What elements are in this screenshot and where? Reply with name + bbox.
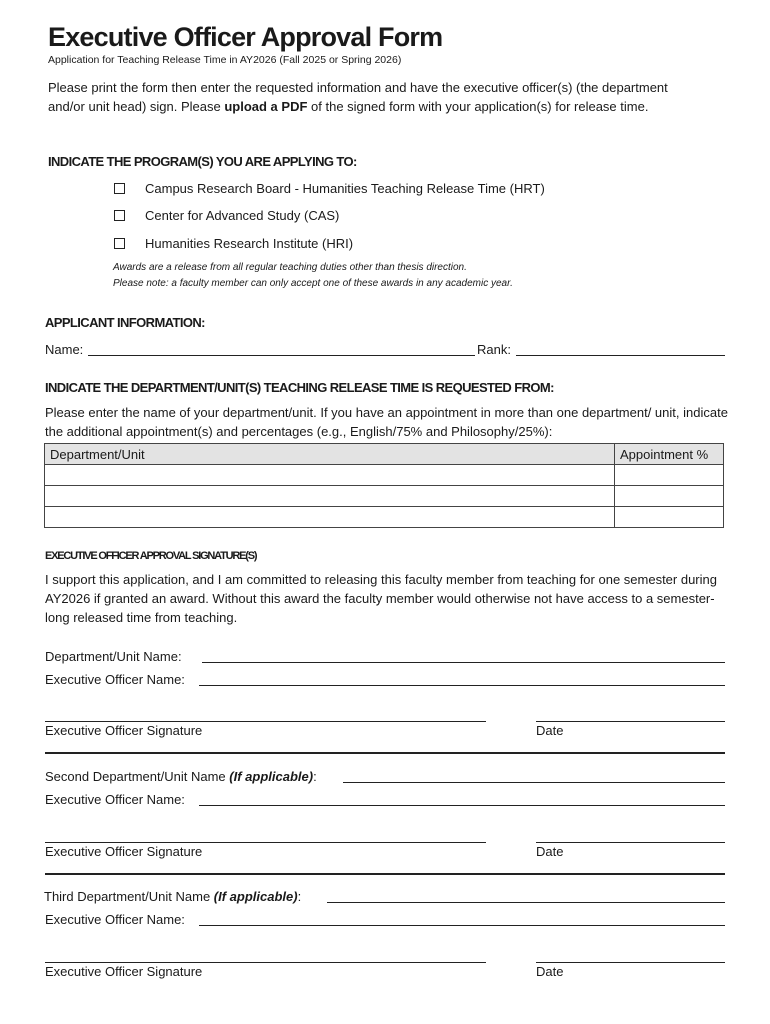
one-award-note: Please note: a faculty member can only accept one of these awards in any academic year. bbox=[113, 278, 513, 289]
form-title: Executive Officer Approval Form bbox=[48, 22, 443, 52]
date1-label: Date bbox=[536, 723, 564, 738]
program-label-hrt: Campus Research Board - Humanities Teaching Release Time (HRT) bbox=[145, 181, 545, 196]
dept2-if-applicable: (If applicable) bbox=[229, 769, 314, 784]
signature3-label: Executive Officer Signature bbox=[45, 964, 203, 979]
officer1-label: Executive Officer Name: bbox=[45, 672, 185, 687]
programs-heading: INDICATE THE PROGRAM(S) YOU ARE APPLYING TO: bbox=[48, 154, 357, 169]
department-instructions: Please enter the name of your department/unit. If you have an appointment in more than one department/ unit, indicate the additional appointment(s) and percentages (e.g., English/75% and Philosophy/25%): bbox=[45, 405, 728, 439]
program-label-hri: Humanities Research Institute (HRI) bbox=[145, 236, 354, 251]
dept2-label bbox=[45, 769, 317, 784]
dept3-label bbox=[44, 889, 301, 904]
dept3-label-text: Third Department/Unit Name bbox=[44, 889, 214, 904]
officer3-label: Executive Officer Name: bbox=[45, 912, 185, 927]
signature2-field[interactable] bbox=[45, 842, 486, 843]
dept2-field[interactable] bbox=[343, 782, 725, 783]
signature3-field[interactable] bbox=[45, 962, 486, 963]
appointment-cell[interactable] bbox=[615, 507, 724, 528]
date3-field[interactable] bbox=[536, 962, 725, 963]
dept3-if-applicable: (If applicable) bbox=[213, 889, 298, 904]
approval-statement: I support this application, and I am committed to releasing this faculty member from teaching for one semester during AY2026 if granted an award. Without this award the faculty member would otherwise not have access to a semester-long released time from teaching. bbox=[45, 572, 717, 625]
date2-label: Date bbox=[536, 844, 564, 859]
program-option-hri[interactable] bbox=[114, 236, 353, 251]
intro-bold-text: upload a PDF bbox=[224, 99, 308, 114]
signature1-field[interactable] bbox=[45, 721, 486, 722]
unit-cell[interactable] bbox=[45, 465, 615, 486]
rank-label: Rank: bbox=[477, 342, 511, 357]
awards-note: Awards are a release from all regular teaching duties other than thesis direction. bbox=[113, 262, 467, 273]
officer1-field[interactable] bbox=[199, 685, 725, 686]
checkbox-hrt[interactable] bbox=[114, 183, 125, 194]
officer2-label: Executive Officer Name: bbox=[45, 792, 185, 807]
program-option-hrt[interactable] bbox=[114, 181, 545, 196]
dept3-field[interactable] bbox=[327, 902, 725, 903]
program-label-cas: Center for Advanced Study (CAS) bbox=[145, 208, 340, 223]
checkbox-cas[interactable] bbox=[114, 210, 125, 221]
dept2-colon: : bbox=[313, 769, 317, 784]
intro-text-1: Please print the form then enter the requested information and have the executive officer(s) (the department and/or unit head) sign. Please bbox=[48, 80, 668, 114]
intro-text-2: of the signed form with your application(s) for release time. bbox=[307, 99, 649, 114]
form-subtitle: Application for Teaching Release Time in AY2026 (Fall 2025 or Spring 2026) bbox=[48, 54, 402, 66]
table-row bbox=[45, 507, 724, 528]
department-heading: INDICATE THE DEPARTMENT/UNIT(S) TEACHING RELEASE TIME IS REQUESTED FROM: bbox=[45, 380, 554, 395]
date3-label: Date bbox=[536, 964, 564, 979]
section-divider bbox=[45, 752, 725, 754]
dept1-label: Department/Unit Name: bbox=[45, 649, 182, 664]
intro-paragraph bbox=[48, 78, 688, 116]
signature1-label: Executive Officer Signature bbox=[45, 723, 203, 738]
rank-field[interactable] bbox=[516, 355, 725, 356]
dept2-label-text: Second Department/Unit Name bbox=[45, 769, 230, 784]
approval-heading: EXECUTIVE OFFICER APPROVAL SIGNATURE(S) bbox=[45, 550, 257, 562]
name-field[interactable] bbox=[88, 355, 475, 356]
column-header-unit: Department/Unit bbox=[45, 444, 615, 465]
date1-field[interactable] bbox=[536, 721, 725, 722]
officer2-field[interactable] bbox=[199, 805, 725, 806]
table-row bbox=[45, 465, 724, 486]
date2-field[interactable] bbox=[536, 842, 725, 843]
dept1-field[interactable] bbox=[202, 662, 725, 663]
signature2-label: Executive Officer Signature bbox=[45, 844, 203, 859]
dept3-colon: : bbox=[297, 889, 302, 904]
appointment-cell[interactable] bbox=[615, 486, 724, 507]
column-header-appointment: Appointment % bbox=[615, 444, 724, 465]
applicant-heading: APPLICANT INFORMATION: bbox=[45, 315, 205, 330]
checkbox-hri[interactable] bbox=[114, 238, 125, 249]
table-header-row bbox=[45, 444, 724, 465]
table-row bbox=[45, 486, 724, 507]
section-divider bbox=[45, 873, 725, 875]
department-table bbox=[44, 443, 724, 528]
officer3-field[interactable] bbox=[199, 925, 725, 926]
unit-cell[interactable] bbox=[45, 486, 615, 507]
unit-cell[interactable] bbox=[45, 507, 615, 528]
name-label: Name: bbox=[45, 342, 84, 357]
program-option-cas[interactable] bbox=[114, 208, 339, 223]
appointment-cell[interactable] bbox=[615, 465, 724, 486]
